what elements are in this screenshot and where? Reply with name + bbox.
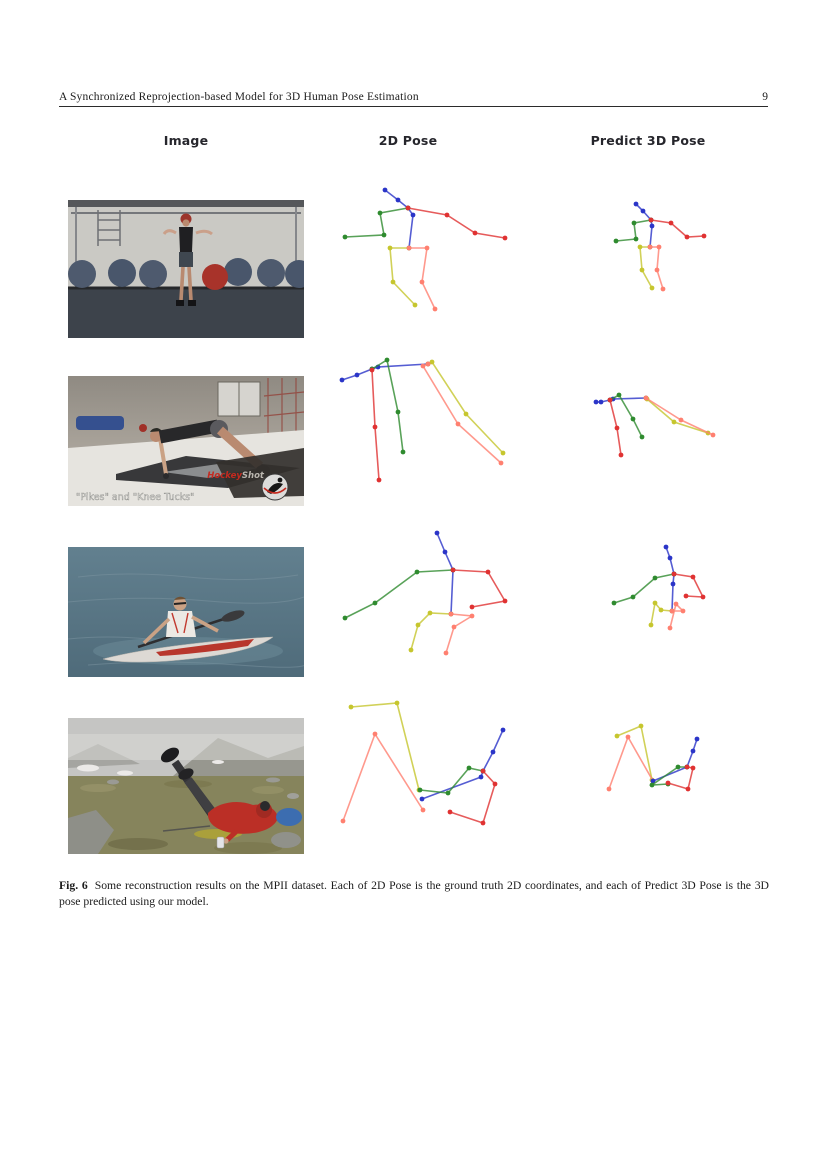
pose-plot-row2-3d [594,393,716,458]
logo-text-gray: Shot [241,471,264,481]
joint-dot [666,782,671,787]
joint-dot [684,594,689,599]
limb-spine [385,190,413,248]
joint-dot [421,364,426,369]
joint-dot [382,233,387,238]
joint-dot [631,417,636,422]
joint-dot [691,575,696,580]
joint-dot [481,769,486,774]
joint-dot [430,360,435,365]
joint-dot [681,609,686,614]
joint-dot [649,218,654,223]
joint-dot [653,601,658,606]
joint-dot [448,810,453,815]
joint-dot [452,625,457,630]
pose-plot-row3-3d [612,545,706,631]
limb-right_leg [343,734,423,821]
pose-plot-row4-2d [341,701,506,826]
joint-dot [691,749,696,754]
joint-dot [655,268,660,273]
limb-left_leg [390,248,415,305]
joint-dot [370,367,375,372]
joint-dot [674,602,679,607]
rock-right [271,832,301,848]
joint-dot [607,787,612,792]
joint-dot [470,614,475,619]
joint-dot [449,612,454,617]
joint-dot [373,425,378,430]
limb-left_leg [640,247,652,288]
joint-dot [685,765,690,770]
limb-left_leg [411,613,451,650]
workout-scene [68,376,304,506]
column-header-image: Image [163,133,209,148]
joint-dot [479,775,484,780]
joint-dot [493,782,498,787]
column-header-2d-pose: 2D Pose [378,133,438,148]
running-title: A Synchronized Reprojection-based Model for 3D Human Pose Estimation [59,91,419,103]
joint-dot [420,280,425,285]
logo-text-red: Hockey [207,471,242,481]
limb-spine [666,547,674,611]
pose-plot-row1-2d [343,188,508,312]
limb-left_arm [345,570,453,618]
kayak-scene [68,547,304,677]
joint-dot [608,398,613,403]
joint-dot [426,362,431,367]
joint-dot [631,595,636,600]
gym-top-beam [68,200,304,207]
joint-dot [679,418,684,423]
joint-dot [702,234,707,239]
limb-right_leg [646,398,713,435]
joint-dot [406,206,411,211]
joint-dot [648,245,653,250]
limb-right_leg [409,248,435,309]
joint-dot [355,373,360,378]
joint-dot [409,648,414,653]
joint-dot [659,608,664,613]
joint-dot [670,609,675,614]
limb-right_arm [668,767,693,789]
joint-dot [711,433,716,438]
joint-dot [617,393,622,398]
photo-resting-hiker [68,718,304,854]
joint-dot [612,601,617,606]
limb-right_arm [372,370,379,480]
mountain-scene [68,718,304,854]
joint-dot [433,307,438,312]
joint-dot [608,398,613,403]
photo-gym-jump-rope [68,200,304,338]
joint-dot [664,545,669,550]
joint-dot [395,701,400,706]
joint-dot [391,280,396,285]
joint-dot [383,188,388,193]
page-number: 9 [762,91,768,103]
joint-dot [501,451,506,456]
joint-dot [445,213,450,218]
joint-dot [401,450,406,455]
joint-dot [378,211,383,216]
joint-dot [396,198,401,203]
joint-dot [343,235,348,240]
joint-dot [666,781,671,786]
limb-right_arm [674,574,703,597]
joint-dot [503,236,508,241]
joint-dot [634,202,639,207]
limb-right_leg [650,247,663,289]
photo-caption-text: "Pikes" and "Knee Tucks" [76,492,195,503]
svg-text:HockeyShot [207,471,265,481]
joint-dot [486,570,491,575]
joint-dot [407,246,412,251]
column-header-predict-3d-pose: Predict 3D Pose [590,133,706,148]
joint-dot [640,435,645,440]
joint-dot [501,728,506,733]
joint-dot [446,791,451,796]
joint-dot [470,605,475,610]
gym-scene [68,200,304,338]
limb-spine [653,739,697,781]
photo-pike-exercise [68,376,304,506]
figure-label: Fig. 6 [59,879,88,892]
joint-dot [426,362,431,367]
limb-left_arm [610,395,642,437]
limb-spine [342,364,428,380]
limb-spine [636,204,652,247]
joint-dot [499,461,504,466]
limb-right_leg [423,364,501,463]
limb-left_leg [646,398,708,433]
joint-dot [649,218,654,223]
joint-dot [671,582,676,587]
joint-dot [701,595,706,600]
joint-dot [669,221,674,226]
joint-dot [451,568,456,573]
photo-kayaker [68,547,304,677]
pose-plot-row2-2d [340,358,506,483]
limb-left_arm [614,574,674,603]
joint-dot [645,397,650,402]
joint-dot [672,572,677,577]
joint-dot [373,601,378,606]
black-shirt [179,227,193,252]
joint-dot [370,367,375,372]
joint-dot [644,396,649,401]
blue-backpack [276,808,302,826]
joint-dot [651,779,656,784]
joint-dot [644,396,649,401]
joint-dot [343,616,348,621]
joint-dot [644,396,649,401]
joint-dot [691,766,696,771]
limb-left_leg [617,726,652,780]
figure-caption [59,878,769,909]
joint-dot [685,765,690,770]
joint-dot [695,737,700,742]
figure-caption-text: Some reconstruction results on the MPII dataset. Each of 2D Pose is the ground truth 2D coordinates, and each of Predict 3D Pose is the 3D pose predicted using our model. [59,879,769,908]
joint-dot [641,209,646,214]
joint-dot [340,378,345,383]
sunglasses [174,603,186,604]
limb-spine [437,533,453,614]
joint-dot [420,797,425,802]
joint-dot [425,246,430,251]
joint-dot [407,246,412,251]
joint-dot [451,568,456,573]
limb-right_arm [651,220,704,237]
limb-spine [422,730,503,799]
joint-dot [503,599,508,604]
joint-dot [686,787,691,792]
joint-dot [377,478,382,483]
joint-dot [657,245,662,250]
limb-spine [596,398,646,402]
joint-dot [341,819,346,824]
joint-dot [376,365,381,370]
limb-left_leg [428,362,503,453]
joint-dot [406,206,411,211]
joint-dot [639,724,644,729]
joint-dot [632,221,637,226]
joint-dot [385,358,390,363]
joint-dot [444,651,449,656]
joint-dot [668,556,673,561]
joint-dot [706,431,711,436]
joint-dot [481,821,486,826]
limb-right_arm [450,771,495,823]
joint-dot [649,218,654,223]
joint-dot [650,783,655,788]
joint-dot [614,239,619,244]
joint-dot [491,750,496,755]
joint-dot [373,732,378,737]
joint-dot [349,705,354,710]
joint-dot [676,765,681,770]
dark-cap [260,801,270,811]
water-bottle [217,837,224,848]
header-rule [59,106,768,107]
limb-right_arm [408,208,505,238]
limb-left_arm [652,767,687,785]
joint-dot [417,788,422,793]
red-ball [202,264,228,290]
joint-dot [370,368,375,373]
joint-dot [672,572,677,577]
joint-dot [685,765,690,770]
joint-dot [670,609,675,614]
limb-left_arm [616,220,651,241]
joint-dot [670,609,675,614]
joint-dot [464,412,469,417]
limb-right_leg [670,604,683,628]
joint-dot [611,397,616,402]
joint-dot [650,778,655,783]
joint-dot [672,572,677,577]
joint-dot [599,400,604,405]
small-red-ball [139,424,147,432]
joint-dot [672,420,677,425]
joint-dot [435,531,440,536]
limb-right_leg [609,737,653,789]
white-shirt [166,611,196,637]
limb-left_arm [372,360,403,452]
joint-dot [649,623,654,628]
pose-plot-row1-3d [614,202,707,292]
joint-dot [415,570,420,575]
mist-band [68,734,304,760]
joint-dot [608,398,613,403]
joint-dot [648,245,653,250]
limb-left_arm [420,768,483,793]
joint-dot [626,735,631,740]
joint-dot [653,576,658,581]
joint-dot [619,453,624,458]
joint-dot [407,246,412,251]
joint-dot [428,611,433,616]
joint-dot [388,246,393,251]
joint-dot [443,550,448,555]
joint-dot [426,362,431,367]
joint-dot [416,623,421,628]
joint-dot [473,231,478,236]
joint-dot [685,235,690,240]
joint-dot [638,245,643,250]
limb-left_leg [651,603,672,625]
joint-dot [421,808,426,813]
limb-right_arm [453,570,505,607]
joint-dot [456,422,461,427]
joint-dot [406,206,411,211]
limb-left_arm [345,208,408,237]
shorts [179,252,193,267]
joint-dot [594,400,599,405]
joint-dot [648,245,653,250]
joint-dot [481,769,486,774]
limb-right_arm [610,400,621,455]
joint-dot [668,626,673,631]
joint-dot [413,303,418,308]
joint-dot [467,766,472,771]
pose-plot-row3-2d [343,531,508,656]
joint-dot [634,237,639,242]
joint-dot [451,568,456,573]
joint-dot [615,734,620,739]
joint-dot [650,286,655,291]
joint-dot [418,788,423,793]
joint-dot [449,612,454,617]
joint-dot [411,213,416,218]
pose-plot-row4-3d [607,724,700,792]
gym-floor [68,288,304,338]
joint-dot [661,287,666,292]
blue-mat-roll [76,416,124,430]
joint-dot [449,612,454,617]
joint-dot [651,779,656,784]
limb-left_leg [351,703,419,790]
joint-dot [615,426,620,431]
joint-dot [481,769,486,774]
joint-dot [396,410,401,415]
limb-right_leg [446,614,472,653]
joint-dot [640,268,645,273]
joint-dot [650,224,655,229]
